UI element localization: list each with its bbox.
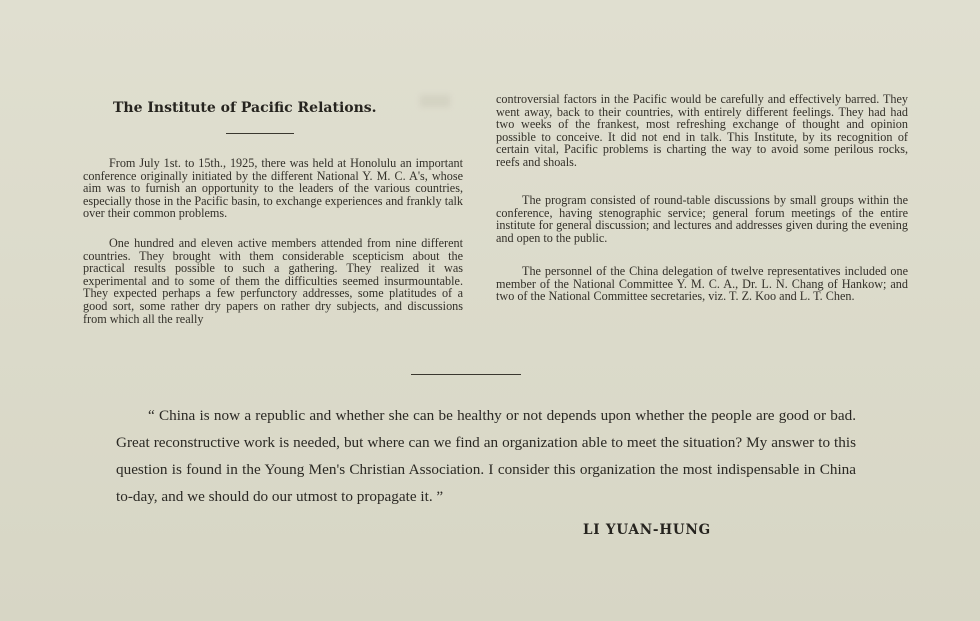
article-title: The Institute of Pacific Relations. bbox=[113, 100, 377, 116]
paragraph-personnel: The personnel of the China delegation of twelve representatives included one member of the National Committee Y. M. C. A., Dr. L. N. Chang of Hankow; and two of the National Committee secretaries, viz. T. Z. Koo and L. T. Chen. bbox=[496, 264, 908, 304]
quote-author: LI YUAN-HUNG bbox=[583, 522, 711, 538]
paper-stain bbox=[420, 95, 450, 107]
paragraph-continuation: controversial factors in the Pacific would be carefully and effectively barred. They went away, back to their countries, with entirely different feelings. They had had two weeks of the frankest, most refreshing exchange of thought and opinion possible to conceive. It did not end in talk. This Institute, by its recognition of certain vital, Pacific problems is charting the way to avoid some perilous rocks, reefs and shoals. bbox=[496, 92, 908, 169]
paragraph-conference: From July 1st. to 15th., 1925, there was held at Honolulu an important conference originally initiated by the different National Y. M. C. A's, whose aim was to furnish an opportunity to the leaders of the various countries, especially those in the Pacific basin, to exchange experiences and frankly talk over their common problems. bbox=[83, 156, 463, 221]
paragraph-members: One hundred and eleven active members attended from nine different countries. They brought with them considerable scepticism about the practical results possible to such a gathering. They realized it was experimental and to some of them the difficulties seemed insurmountable. They expected perhaps a few perfunctory addresses, some platitudes of a good sort, some rather dry papers on rather dry subjects, and discussions from which all the really bbox=[83, 236, 463, 326]
paragraph-program: The program consisted of round-table discussions by small groups within the conference, having stenographic service; general forum meetings of the entire institute for general discussion; and lectures and addresses given during the evening and open to the public. bbox=[496, 193, 908, 245]
quote-text: “ China is now a republic and whether she can be healthy or not depends upon whether the people are good or bad. Great reconstructive work is needed, but where can we find an organization able to meet the situation? My answer to this question is found in the Young Men's Christian Association. I consider this organization the most indispensable in China to-day, and we should do our utmost to propagate it. ” bbox=[116, 407, 856, 505]
title-divider bbox=[226, 133, 294, 134]
section-divider bbox=[411, 374, 521, 375]
